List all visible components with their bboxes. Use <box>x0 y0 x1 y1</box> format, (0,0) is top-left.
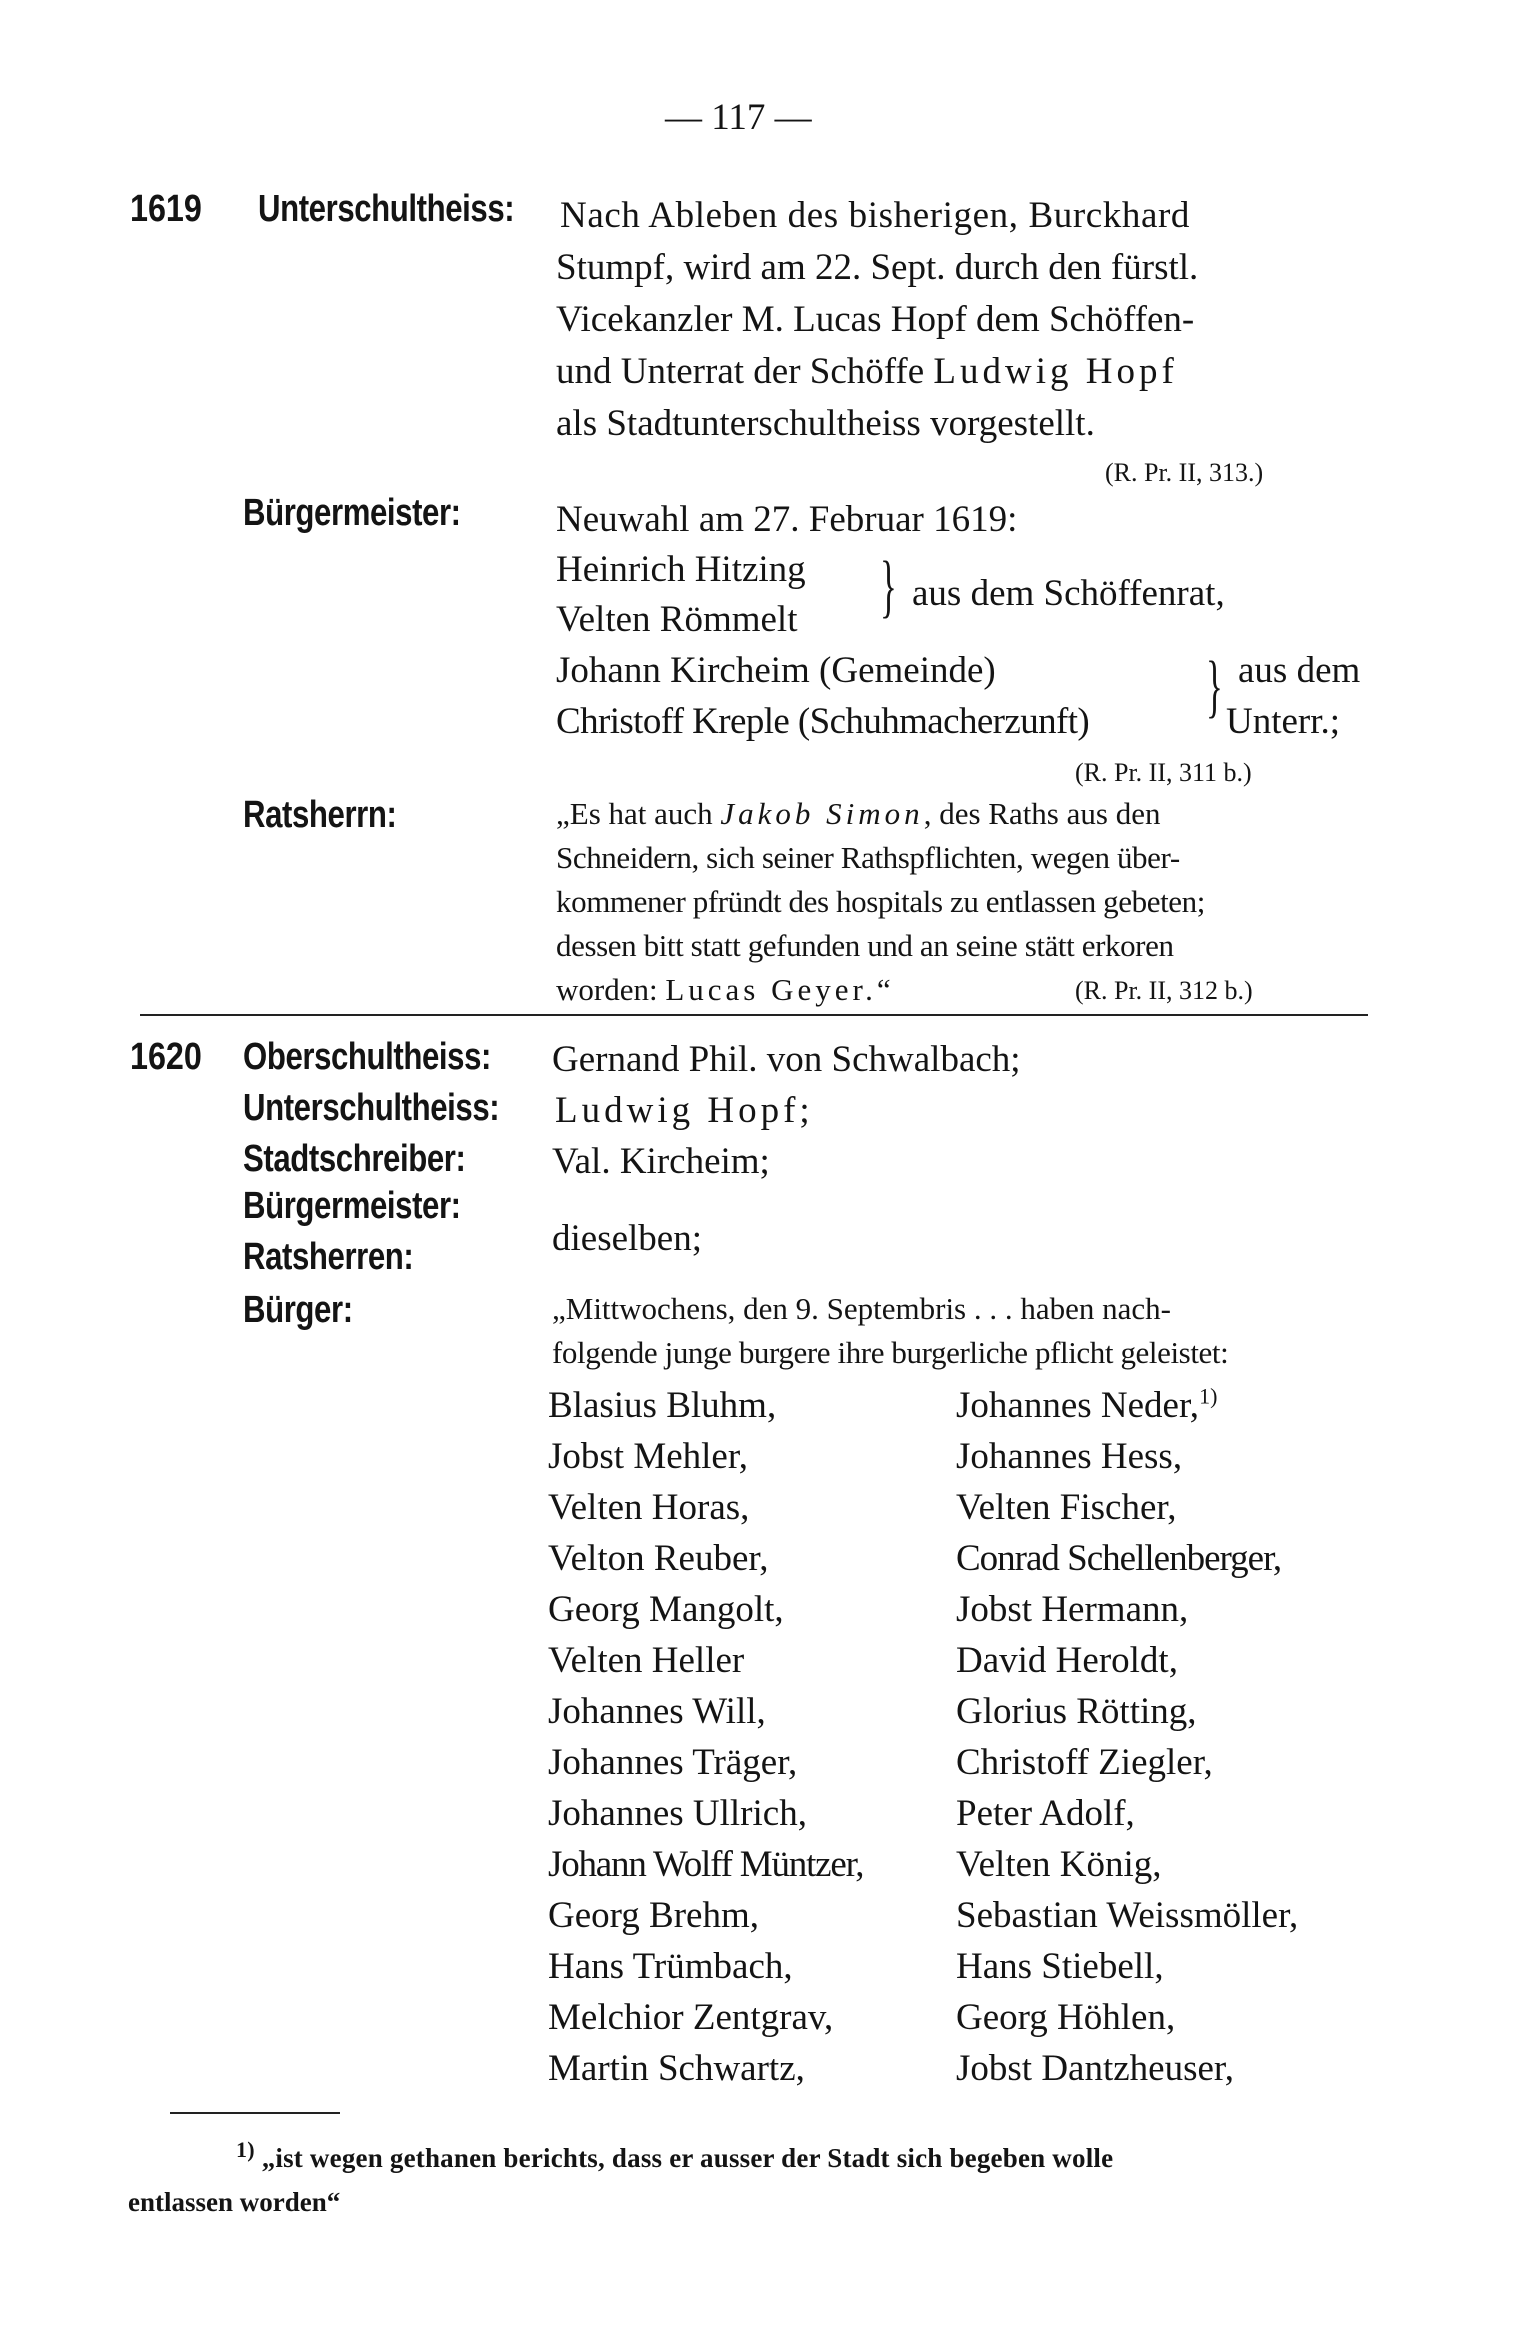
label-unterschultheiss-1619: Unterschultheiss: <box>258 188 515 230</box>
ratsherrn-line-1a: „Es hat auch <box>556 796 713 831</box>
buerger-right-14: Jobst Dantzheuser, <box>956 2048 1235 2089</box>
spaced-name-lucas-geyer: Lucas Geyer.“ <box>665 972 895 1007</box>
buerger-left-13: Melchior Zentgrav, <box>548 1997 834 2038</box>
stadtschreiber-value: Val. Kircheim; <box>552 1141 770 1182</box>
buerger-right-1 <box>956 1380 1217 1431</box>
buerger-right-12: Hans Stiebell, <box>956 1946 1164 1987</box>
label-oberschultheiss: Oberschultheiss: <box>243 1036 491 1078</box>
ref-1619-313: (R. Pr. II, 313.) <box>1105 458 1264 487</box>
footnote-mark: 1) <box>236 2137 255 2162</box>
label-ratsherrn-1619: Ratsherrn: <box>243 794 397 836</box>
year-1620: 1620 <box>130 1036 202 1078</box>
label-buerger: Bürger: <box>243 1289 353 1331</box>
footnote-reference: 1) <box>1199 1383 1218 1409</box>
buerger-right-4: Conrad Schellenberger, <box>956 1538 1282 1579</box>
hitzing-name: Heinrich Hitzing <box>556 549 806 590</box>
buerger-intro-line-2: folgende junge burgere ihre burgerliche pflicht geleistet: <box>552 1335 1229 1370</box>
label-buergermeister-1619: Bürgermeister: <box>243 492 461 534</box>
unterschultheiss-1619-line-1: Nach Ableben des bisherigen, Burckhard <box>560 195 1191 236</box>
buerger-left-7: Johannes Will, <box>548 1691 766 1732</box>
unterschultheiss-1619-line-4 <box>556 346 1178 397</box>
ratsherrn-line-1c: , des Raths aus den <box>923 796 1161 831</box>
footnote-line-1 <box>236 2136 1113 2180</box>
buerger-left-5: Georg Mangolt, <box>548 1589 784 1630</box>
ref-1619-312b: (R. Pr. II, 312 b.) <box>1075 976 1253 1005</box>
footnote-line-2: entlassen worden“ <box>128 2187 341 2217</box>
buerger-right-2: Johannes Hess, <box>956 1436 1183 1477</box>
buerger-left-6: Velten Heller <box>548 1640 745 1681</box>
buerger-left-4: Velton Reuber, <box>548 1538 769 1579</box>
buerger-left-14: Martin Schwartz, <box>548 2048 805 2089</box>
group2-note-1: aus dem <box>1238 650 1361 691</box>
buerger-left-8: Johannes Träger, <box>548 1742 798 1783</box>
buergermeister-1619-line-1: Neuwahl am 27. Februar 1619: <box>556 499 1018 540</box>
unterschultheiss-1620-value: Ludwig Hopf; <box>555 1090 814 1131</box>
buerger-right-7: Glorius Rötting, <box>956 1691 1197 1732</box>
buerger-right-6: David Heroldt, <box>956 1640 1178 1681</box>
label-unterschultheiss-1620: Unterschultheiss: <box>243 1087 500 1129</box>
footnote-rule <box>170 2112 340 2114</box>
unterschultheiss-1619-line-4-text: und Unterrat der Schöffe <box>556 351 925 392</box>
buerger-right-1-text: Johannes Neder, <box>956 1385 1200 1426</box>
ratsherrn-line-3: kommener pfründt des hospitals zu entlassen gebeten; <box>556 884 1205 919</box>
kircheim-name: Johann Kircheim (Gemeinde) <box>556 650 996 691</box>
section-divider <box>140 1014 1368 1016</box>
ratsherrn-line-2: Schneidern, sich seiner Rathspflichten, wegen über- <box>556 840 1180 875</box>
label-buergermeister-1620: Bürgermeister: <box>243 1185 461 1227</box>
buerger-left-10: Johann Wolff Müntzer, <box>548 1844 864 1885</box>
year-1619: 1619 <box>130 188 202 230</box>
footnote-line-1-text: „ist wegen gethanen berichts, dass er ausser der Stadt sich begeben wolle <box>261 2143 1114 2173</box>
buerger-left-2: Jobst Mehler, <box>548 1436 748 1477</box>
group1-note: aus dem Schöffenrat, <box>912 573 1225 614</box>
brace-group-1: } <box>880 548 897 625</box>
page-number: — 117 — <box>665 97 812 138</box>
buerger-right-13: Georg Höhlen, <box>956 1997 1176 2038</box>
buerger-right-8: Christoff Ziegler, <box>956 1742 1213 1783</box>
ratsherrn-line-5a: worden: <box>556 972 658 1007</box>
buerger-right-3: Velten Fischer, <box>956 1487 1177 1528</box>
spaced-name-jakob-simon: Jakob Simon <box>720 796 924 831</box>
buerger-right-5: Jobst Hermann, <box>956 1589 1189 1630</box>
buerger-right-10: Velten König, <box>956 1844 1162 1885</box>
ratsherrn-line-4: dessen bitt statt gefunden und an seine stätt erkoren <box>556 928 1174 963</box>
buerger-right-9: Peter Adolf, <box>956 1793 1135 1834</box>
unterschultheiss-1619-line-3: Vicekanzler M. Lucas Hopf dem Schöffen- <box>556 299 1195 340</box>
oberschultheiss-value: Gernand Phil. von Schwalbach; <box>552 1039 1021 1080</box>
label-stadtschreiber: Stadtschreiber: <box>243 1138 466 1180</box>
spaced-name-ludwig-hopf: Ludwig Hopf <box>933 351 1178 392</box>
buerger-right-11: Sebastian Weissmöller, <box>956 1895 1299 1936</box>
buerger-left-9: Johannes Ullrich, <box>548 1793 807 1834</box>
buerger-left-3: Velten Horas, <box>548 1487 750 1528</box>
ratsherrn-line-5 <box>556 968 895 1012</box>
unterschultheiss-1619-line-5: als Stadtunterschultheiss vorgestellt. <box>556 403 1095 444</box>
buerger-left-1: Blasius Bluhm, <box>548 1385 777 1426</box>
ratsherrn-line-1 <box>556 792 1160 836</box>
dieselben-value: dieselben; <box>552 1218 703 1259</box>
buerger-intro-line-1: „Mittwochens, den 9. Septembris . . . haben nach- <box>552 1291 1171 1326</box>
buerger-left-11: Georg Brehm, <box>548 1895 759 1936</box>
brace-group-2: } <box>1206 648 1223 725</box>
roemmelt-name: Velten Römmelt <box>556 599 798 640</box>
group2-note-2: Unterr.; <box>1226 701 1341 742</box>
ref-1619-311b: (R. Pr. II, 311 b.) <box>1075 758 1252 787</box>
label-ratsherren-1620: Ratsherren: <box>243 1236 414 1278</box>
kreple-name: Christoff Kreple (Schuhmacherzunft) <box>556 701 1090 742</box>
buerger-left-12: Hans Trümbach, <box>548 1946 793 1987</box>
unterschultheiss-1619-line-2: Stumpf, wird am 22. Sept. durch den fürstl. <box>556 247 1199 288</box>
